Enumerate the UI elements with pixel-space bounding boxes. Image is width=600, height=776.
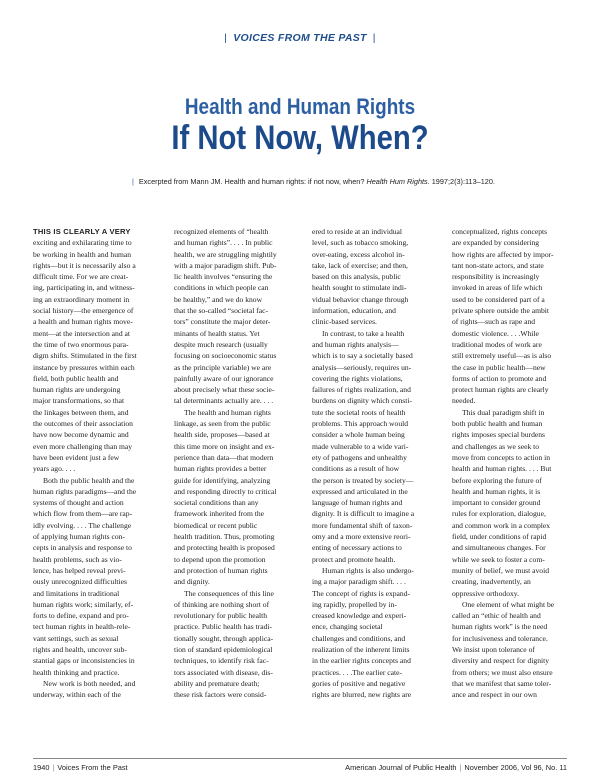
- text-line: take, lack of exercise; and then,: [312, 260, 408, 270]
- text-line: focusing on socioeconomic status: [174, 351, 277, 361]
- text-line: and dignity.: [174, 577, 210, 587]
- text-line: perience than data—that modern: [174, 452, 274, 462]
- text-line: a health and human rights move-: [33, 317, 133, 327]
- text-line: with a major paradigm shift. Pub-: [174, 260, 277, 270]
- text-line: of rights—such as rape and: [452, 317, 536, 327]
- text-line: before exploring the future of: [452, 475, 542, 485]
- text-line: have now become dynamic and: [33, 430, 129, 440]
- citation-bar: |: [132, 177, 134, 186]
- text-line: realization of the inherent limits: [312, 644, 410, 654]
- text-line: health side, proposes—based at: [174, 430, 270, 440]
- text-line: ing, participating in, and witness-: [33, 283, 135, 293]
- footer-issue: November 2006, Vol 96, No. 11: [464, 763, 567, 772]
- citation-journal: Health Hum Rights.: [366, 177, 430, 186]
- text-line: health tradition. Thus, promoting: [174, 532, 275, 542]
- footer-rule: [33, 758, 567, 759]
- citation: [132, 177, 572, 186]
- text-line: and protection of human rights: [174, 565, 268, 575]
- text-line: tal determinants actually are. . . .: [174, 396, 274, 406]
- text-line: are expanded by considering: [452, 238, 540, 248]
- text-line: problems. This approach would: [312, 419, 409, 429]
- text-line: health, we are struggling mightily: [174, 249, 277, 259]
- text-line: ance and respect in our own: [452, 690, 537, 700]
- text-line: difficult time. For we are creat-: [33, 272, 129, 282]
- text-line: which is to say a societally based: [312, 351, 413, 361]
- text-line: major transformations, so that: [33, 396, 125, 406]
- text-line: which flow from them—are rap-: [33, 509, 133, 519]
- text-line: recognized elements of “health: [174, 227, 269, 236]
- footer-page-number: 1940: [33, 763, 50, 772]
- text-line: conceptualized, rights concepts: [452, 227, 548, 236]
- text-line: tute the societal roots of health: [312, 407, 406, 417]
- text-line: ability and premature death;: [174, 678, 260, 688]
- text-line: and human rights”. . . . In public: [174, 238, 273, 248]
- body-column-2: [174, 226, 302, 700]
- text-line: over-eating, excess alcohol in-: [312, 249, 405, 259]
- text-line: move from concepts to action in: [452, 452, 551, 462]
- text-line: New work is both needed, and: [43, 678, 136, 688]
- text-line: societal conditions than any: [174, 498, 259, 508]
- body-column-3: [312, 226, 440, 700]
- text-line: that we manifest that same toler-: [452, 678, 552, 688]
- text-line: rights are blurred, new rights are: [312, 690, 412, 700]
- text-line: ence, changing societal: [312, 622, 383, 632]
- text-line: of applying human rights con-: [33, 532, 125, 542]
- text-line: protect human rights are clearly: [452, 385, 549, 395]
- section-label-right-bar: |: [372, 32, 376, 44]
- text-line: health thinking and practice.: [33, 667, 120, 677]
- text-line: vant settings, such as sexual: [33, 633, 119, 643]
- text-line: field, under conditions of rapid: [452, 532, 547, 542]
- footer-divider: |: [52, 763, 55, 772]
- text-line: made vulnerable to a wide vari-: [312, 441, 409, 451]
- footer-section: Voices From the Past: [57, 763, 128, 772]
- body-column-1: [33, 226, 161, 700]
- text-line: private sphere outside the ambit: [452, 306, 550, 316]
- text-line: ing an extraordinary moment in: [33, 294, 130, 304]
- text-line: ety of pathogens and unhealthy: [312, 452, 407, 462]
- text-line: diversity and respect for dignity: [452, 656, 550, 666]
- text-line: used to be considered part of a: [452, 294, 545, 304]
- text-line: responsibility is increasingly: [452, 272, 540, 282]
- text-line: the time of two enormous para-: [33, 339, 129, 349]
- footer-left: [33, 763, 128, 772]
- text-line: about precisely what these socie-: [174, 385, 275, 395]
- text-line: level, such as tobacco smoking,: [312, 238, 409, 248]
- text-line: and challenges as we seek to: [452, 441, 540, 451]
- text-line: human rights work; similarly, ef-: [33, 599, 134, 609]
- text-line: based on this analysis, public: [312, 272, 401, 282]
- text-line: Both the public health and the: [43, 475, 135, 485]
- text-line: human rights work” is the need: [452, 622, 548, 632]
- text-line: rights imposes special burdens: [452, 430, 546, 440]
- text-line: framework inherited from the: [174, 509, 265, 519]
- text-line: instance by pressures within each: [33, 362, 135, 372]
- text-line: human rights paradigms—and the: [33, 486, 137, 496]
- text-line: health problems, such as vio-: [33, 554, 122, 564]
- text-line: creating, inadvertently, an: [452, 577, 531, 587]
- text-line: language of human rights and: [312, 498, 403, 508]
- text-line: omy and a more extensive reori-: [312, 532, 411, 542]
- text-line: tionally sought, through applica-: [174, 633, 274, 643]
- footer-journal: American Journal of Public Health: [345, 763, 457, 772]
- text-line: protect and promote health.: [312, 554, 396, 564]
- text-line: forms of action to promote and: [452, 373, 547, 383]
- text-line: ing rapidly, propelled by in-: [312, 599, 397, 609]
- text-line: One element of what might be: [462, 599, 555, 609]
- text-line: domestic violence. . . .While: [452, 328, 539, 338]
- text-line: human rights are undergoing: [33, 385, 121, 395]
- text-line: tors” constitute the major deter-: [174, 317, 271, 327]
- text-line: health and human rights, it is: [452, 486, 541, 496]
- text-line: enting of necessary actions to: [312, 543, 402, 553]
- text-line: systems of thought and action: [33, 498, 124, 508]
- text-line: covering the rights violations,: [312, 373, 403, 383]
- text-line: practices. . . .The earlier cate-: [312, 667, 403, 677]
- text-line: field, both public health and: [33, 373, 119, 383]
- text-line: still extremely useful—as is also: [452, 351, 552, 361]
- text-line: even more challenging than may: [33, 441, 133, 451]
- text-line: gories of positive and negative: [312, 678, 406, 688]
- text-line: biomedical or recent public: [174, 520, 258, 530]
- text-line: called an “ethic of health and: [452, 611, 541, 621]
- text-line: The consequences of this line: [184, 588, 274, 598]
- text-line: We insist upon tolerance of: [452, 644, 535, 654]
- text-line: forts to define, expand and pro-: [33, 611, 129, 621]
- text-line: more fundamental shift of taxon-: [312, 520, 413, 530]
- text-line: while we seek to foster a com-: [452, 554, 545, 564]
- text-line: this time more on insight and ex-: [174, 441, 275, 451]
- text-line: the outcomes of their association: [33, 419, 133, 429]
- text-line: despite much research (usually: [174, 339, 268, 349]
- article-title-line2: If Not Now, When?: [171, 119, 429, 157]
- text-line: underway, within each of the: [33, 690, 121, 700]
- text-line: dignity. It is difficult to imagine a: [312, 509, 415, 519]
- citation-ref: 1997;2(3):113–120.: [429, 177, 495, 186]
- text-line: idly evolving. . . . The challenge: [33, 520, 132, 530]
- text-line: techniques, to identify risk fac-: [174, 656, 269, 666]
- text-line: creased knowledge and experi-: [312, 611, 407, 621]
- text-line: and protecting health is proposed: [174, 543, 275, 553]
- text-line: lence, has helped reveal previ-: [33, 565, 126, 575]
- text-line: ment—at the intersection and at: [33, 328, 130, 338]
- text-line: social history—the emergence of: [33, 306, 134, 316]
- text-line: important to consider ground: [452, 498, 541, 508]
- text-line: exciting and exhilarating time to: [33, 238, 132, 248]
- text-line: these risk factors were consid-: [174, 690, 267, 700]
- text-line: The health and human rights: [184, 407, 271, 417]
- text-line: conditions in which people can: [174, 283, 269, 293]
- text-line: from others; we must also ensure: [452, 667, 553, 677]
- text-line: and responding directly to critical: [174, 486, 277, 496]
- text-line: revolutionary for public health: [174, 611, 267, 621]
- text-line: This dual paradigm shift in: [462, 407, 545, 417]
- text-line: oppressive orthodoxy.: [452, 588, 519, 598]
- text-line: rights—but it is necessarily also a: [33, 260, 136, 270]
- text-line: that the so-called “societal fac-: [174, 306, 269, 316]
- text-line: rights and health, uncover sub-: [33, 644, 127, 654]
- text-line: traditional modes of work are: [452, 339, 542, 349]
- text-line: analysis—seriously, requires un-: [312, 362, 412, 372]
- text-line: stantial gaps or inconsistencies in: [33, 656, 135, 666]
- text-line: rules for exploration, dialogue,: [452, 509, 546, 519]
- text-line: ing a major paradigm shift. . . .: [312, 577, 406, 587]
- text-line: the person is treated by society—: [312, 475, 414, 485]
- text-line: digm shifts. Stimulated in the first: [33, 351, 137, 361]
- text-line: needed.: [452, 396, 476, 406]
- text-line: ered to reside at an individual: [312, 227, 403, 236]
- text-line: of thinking are nothing short of: [174, 599, 270, 609]
- text-line: ously unrecognized difficulties: [33, 577, 127, 587]
- text-line: both public health and human: [452, 419, 543, 429]
- text-line: expressed and articulated in the: [312, 486, 408, 496]
- body-column-4: [452, 226, 580, 700]
- text-line: in the earlier rights concepts and: [312, 656, 411, 666]
- text-line: have been evident just a few: [33, 452, 120, 462]
- text-line: tion of standard epidemiological: [174, 644, 273, 654]
- text-line: and human rights analysis—: [312, 339, 399, 349]
- text-line: years ago. . . .: [33, 464, 76, 474]
- text-line: tors associated with disease, dis-: [174, 667, 273, 677]
- text-line: munity of belief, we must avoid: [452, 565, 550, 575]
- text-line: for inclusiveness and tolerance.: [452, 633, 548, 643]
- text-line: practice. Public health has tradi-: [174, 622, 273, 632]
- text-line: minants of health status. Yet: [174, 328, 260, 338]
- text-line: how rights are affected by impor-: [452, 249, 554, 259]
- text-line: tant non-state actors, and state: [452, 260, 544, 270]
- text-line: vidual behavior change through: [312, 294, 409, 304]
- text-line: and limitations in traditional: [33, 588, 120, 598]
- footer-right: [345, 763, 567, 772]
- text-line: challenges and conditions, and: [312, 633, 406, 643]
- text-line: human rights provides a better: [174, 464, 267, 474]
- text-line: The concept of rights is expand-: [312, 588, 411, 598]
- text-line: to depend upon the promotion: [174, 554, 266, 564]
- text-line: and common work in a complex: [452, 520, 551, 530]
- footer-divider: |: [459, 763, 462, 772]
- text-line: be working in health and human: [33, 249, 132, 259]
- text-line: conditions as a result of how: [312, 464, 400, 474]
- text-line: consider a whole human being: [312, 430, 405, 440]
- text-line: health and human rights. . . . But: [452, 464, 552, 474]
- lead-in: THIS IS CLEARLY A VERY: [33, 227, 131, 236]
- text-line: be healthy,” and we do know: [174, 294, 263, 304]
- text-line: guide for identifying, analyzing: [174, 475, 271, 485]
- text-line: the linkages between them, and: [33, 407, 129, 417]
- citation-text: Excerpted from Mann JM. Health and human rights: if not now, when?: [138, 177, 365, 186]
- text-line: lic health involves “ensuring the: [174, 272, 273, 282]
- section-label-text: VOICES FROM THE PAST: [233, 32, 367, 44]
- text-line: Human rights is also undergo-: [322, 565, 414, 575]
- text-line: failures of rights realization, and: [312, 385, 411, 395]
- text-line: health sought to stimulate indi-: [312, 283, 407, 293]
- text-line: burdens on dignity which consti-: [312, 396, 412, 406]
- text-line: tect human rights in health-rele-: [33, 622, 131, 632]
- article-title-line1: Health and Human Rights: [184, 94, 416, 119]
- section-label-left-bar: |: [224, 32, 228, 44]
- text-line: information, education, and: [312, 306, 396, 316]
- text-line: invoked in areas of life which: [452, 283, 543, 293]
- text-line: the case in public health—new: [452, 362, 546, 372]
- section-label: [0, 32, 600, 44]
- text-line: as the principle variable) we are: [174, 362, 272, 372]
- text-line: and simultaneous changes. For: [452, 543, 546, 553]
- text-line: linkage, as seen from the public: [174, 419, 271, 429]
- text-line: cepts in analysis and response to: [33, 543, 132, 553]
- text-line: painfully aware of our ignorance: [174, 373, 274, 383]
- text-line: In contrast, to take a health: [322, 328, 405, 338]
- text-line: clinic-based services.: [312, 317, 377, 327]
